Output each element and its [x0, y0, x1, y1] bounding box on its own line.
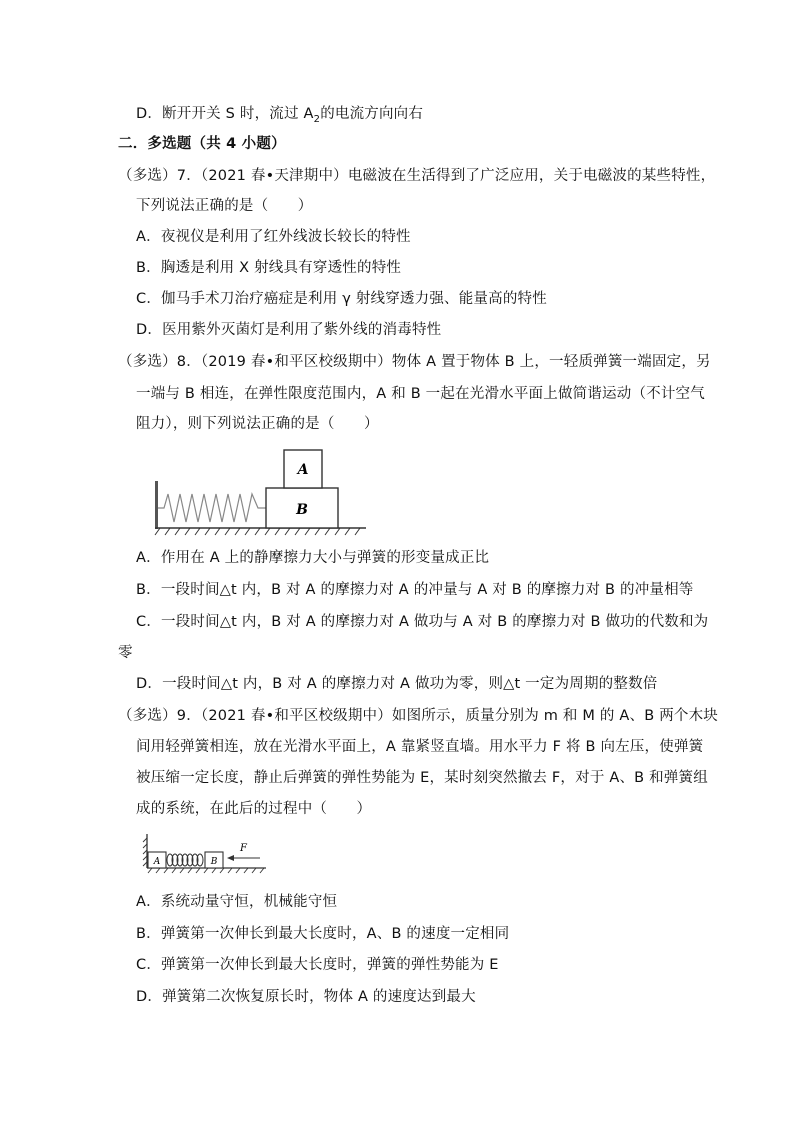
wall	[155, 481, 158, 529]
block-a-label: A	[153, 857, 161, 867]
q9-stem-line2: 间用轻弹簧相连，放在光滑水平面上，A 靠紧竖直墙。用水平力 F 将 B 向左压，使弹簧	[136, 739, 704, 755]
q8-option-b: B．一段时间△t 内，B 对 A 的摩擦力对 A 的冲量与 A 对 B 的摩擦力对 B 的冲量相等	[136, 582, 694, 598]
q9-stem-line1: （多选）9．（2021 春•和平区校级期中）如图所示，质量分别为 m 和 M 的 A、B 两个木块	[118, 708, 718, 724]
ground-hatching	[148, 868, 264, 873]
q8-option-a: A．作用在 A 上的静摩擦力大小与弹簧的形变量成正比	[136, 550, 490, 566]
q7-option-c: C．伽马手术刀治疗癌症是利用 γ 射线穿透力强、能量高的特性	[136, 291, 547, 307]
section-title: 二．多选题（共 4 小题）	[118, 136, 286, 152]
force-label: F	[240, 843, 247, 854]
q8-stem-line1: （多选）8．（2019 春•和平区校级期中）物体 A 置于物体 B 上，一轻质弹簧一端固定，另	[118, 354, 711, 370]
force-arrow-head	[227, 855, 234, 861]
q8-option-d: D．一段时间△t 内，B 对 A 的摩擦力对 A 做功为零，则△t 一定为周期的整数倍	[136, 676, 658, 692]
ground-hatching	[155, 528, 360, 535]
q7-option-b: B．胸透是利用 X 射线具有穿透性的特性	[136, 260, 402, 276]
q9-spring-block-figure	[142, 832, 270, 878]
q7-option-a: A．夜视仪是利用了红外线波长较长的特性	[136, 229, 411, 245]
subscript: 2	[313, 113, 321, 125]
q9-option-d: D．弹簧第二次恢复原长时，物体 A 的速度达到最大	[136, 989, 476, 1005]
q9-option-b: B．弹簧第一次伸长到最大长度时，A、B 的速度一定相同	[136, 926, 510, 942]
q8-stem-line3: 阻力），则下列说法正确的是（ ）	[136, 416, 379, 432]
q8-stem-line2: 一端与 B 相连，在弹性限度范围内，A 和 B 一起在光滑水平面上做简谐运动（不计空气	[136, 386, 705, 402]
q9-stem-line4: 成的系统，在此后的过程中（ ）	[136, 801, 372, 817]
block-b-label: B	[296, 502, 308, 518]
q9-option-a: A．系统动量守恒，机械能守恒	[136, 894, 338, 910]
q8-option-c: C．一段时间△t 内，B 对 A 的摩擦力对 A 做功与 A 对 B 的摩擦力对 B 做功的代数和为	[136, 614, 709, 630]
prev-option-d	[136, 104, 423, 124]
block-a-label: A	[297, 462, 309, 478]
q7-stem-line1: （多选）7．（2021 春•天津期中）电磁波在生活得到了广泛应用，关于电磁波的某些特性，	[118, 168, 716, 184]
q9-option-c: C．弹簧第一次伸长到最大长度时，弹簧的弹性势能为 E	[136, 957, 499, 973]
q7-stem-line2: 下列说法正确的是（ ）	[136, 198, 313, 214]
q9-stem-line3: 被压缩一定长度，静止后弹簧的弹性势能为 E，某时刻突然撤去 F，对于 A、B 和弹簧组	[136, 770, 708, 786]
q7-option-d: D．医用紫外灭菌灯是利用了紫外线的消毒特性	[136, 322, 442, 338]
prev-option-d-text: D．断开开关 S 时，流过 A	[136, 106, 314, 122]
block-b-label: B	[210, 857, 218, 867]
spring	[167, 854, 203, 866]
q8-option-c-continued: 零	[118, 645, 133, 661]
spring	[158, 494, 266, 522]
q8-spring-block-figure	[150, 446, 372, 538]
prev-option-d-suffix: 的电流方向向右	[320, 106, 424, 122]
